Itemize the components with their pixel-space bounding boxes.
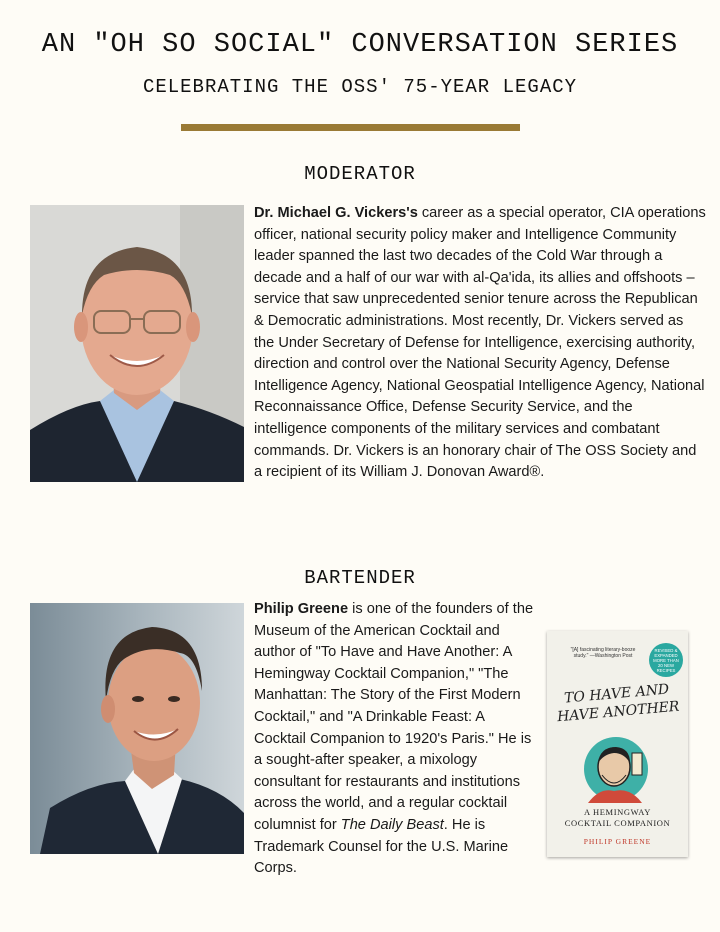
page-title: AN "OH SO SOCIAL" CONVERSATION SERIES — [41, 30, 679, 60]
book-cover-subtitle — [547, 807, 688, 829]
book-cover-title: TO HAVE AND HAVE ANOTHER — [556, 681, 681, 726]
bartender-name: Philip Greene — [254, 601, 349, 617]
bartender-bio-text-1: is one of the founders of the Museum of the American Cocktail and author of "To Have and Have Another: A Hemingway Cocktail Companion," "The Manhattan: The Story of the First Modern Cocktail," and "A Drinkable Feast: A Cocktail Companion to 1920's Paris." He is a sought-after speaker, a mixology consultant for restaurants and institutions across the world, and a regular cocktail columnist for — [254, 601, 534, 833]
page-subtitle: CELEBRATING THE OSS' 75-YEAR LEGACY — [142, 76, 578, 98]
header-divider — [181, 124, 520, 131]
moderator-name: Dr. Michael G. Vickers's — [254, 205, 418, 221]
moderator-bio — [254, 203, 706, 484]
bartender-heading: BARTENDER — [304, 567, 416, 589]
book-cover-subtitle-line-1: A HEMINGWAY — [584, 807, 651, 817]
book-cover-hemingway-illustration — [580, 735, 656, 803]
book-cover — [547, 631, 688, 857]
book-cover-subtitle-line-2: COCKTAIL COMPANION — [564, 818, 671, 828]
bartender-bio — [254, 599, 536, 880]
book-cover-author: PHILIP GREENE — [583, 837, 652, 846]
bartender-bio-text-2: . He is Trademark Counsel for the U.S. Marine Corps. — [254, 816, 509, 877]
moderator-portrait-illustration — [30, 205, 244, 482]
publication-name: The Daily Beast — [340, 816, 444, 833]
bartender-portrait-illustration — [30, 603, 244, 854]
moderator-photo — [30, 205, 244, 482]
book-cover-quote: "[A] fascinating literary-booze study." —Washington Post — [570, 647, 636, 659]
book-cover-badge: REVISED & EXPANDED MORE THAN 20 NEW RECIPES — [649, 643, 683, 677]
moderator-heading: MODERATOR — [304, 163, 416, 185]
bartender-photo — [30, 603, 244, 854]
moderator-bio-text: career as a special operator, CIA operations officer, national security policy maker and Intelligence Community leader spanned the last two decades of the Cold War through a decade and a half of our war with al-Qa'ida, its allies and offshoots – service that saw unprecedented senior tenure across the Republican & Democratic administrations. Most recently, Dr. Vickers served as the Under Secretary of Defense for Intelligence, exercising authority, direction and control over the National Security Agency, Defense Intelligence Agency, National Geospatial Intelligence Agency, National Reconnaissance Office, Defense Security Service, and the intelligence components of the military services and combatant commands. Dr. Vickers is an honorary chair of The OSS Society and a recipient of its William J. Donovan Award®. — [254, 205, 706, 481]
